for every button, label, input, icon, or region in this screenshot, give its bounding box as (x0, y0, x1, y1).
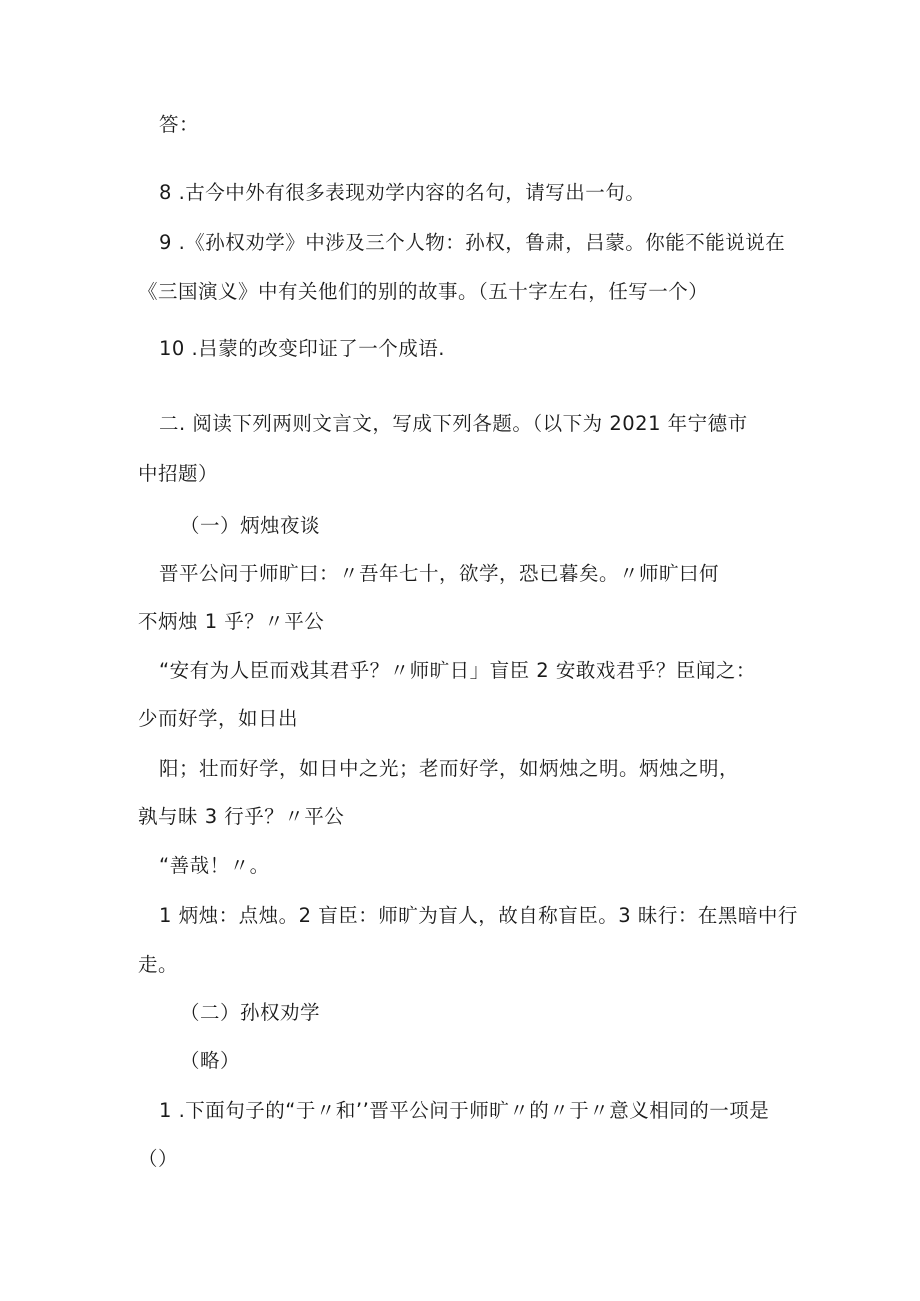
passage-1-line: 少而好学，如日出 (138, 707, 299, 730)
passage-1-line: 孰与昧 3 行乎？〃平公 (138, 805, 345, 828)
passage-2-title: （二）孙权劝学 (180, 1001, 321, 1024)
passage-2-body: （略） (180, 1049, 241, 1072)
passage-1-line: “安有为人臣而戏其君乎？〃师旷日」盲臣 2 安敢戏君乎？臣闻之： (159, 659, 756, 682)
answer-label: 答： (159, 113, 200, 136)
question-10: 10 .吕蒙的改变印证了一个成语. (159, 337, 445, 360)
question-1-line-2: （） (138, 1147, 179, 1170)
notes-line-2: 走。 (138, 953, 179, 976)
passage-1-line: 晋平公问于师旷曰：〃吾年七十，欲学，恐已暮矣。〃师旷曰何 (159, 562, 720, 585)
question-1-line-1: 1 .下面句子的“于〃和’’晋平公问于师旷〃的〃于〃意义相同的一项是 (159, 1099, 770, 1122)
section-2-heading-line-2: 中招题） (138, 462, 219, 485)
question-9-line-1: 9 .《孙权劝学》中涉及三个人物：孙权，鲁肃，吕蒙。你能不能说说在 (159, 231, 786, 254)
question-8: 8 .古今中外有很多表现劝学内容的名句，请写出一句。 (159, 181, 646, 204)
question-9-line-2: 《三国演义》中有关他们的别的故事。（五十字左右，任写一个） (138, 280, 709, 303)
passage-1-title: （一）炳烛夜谈 (180, 514, 321, 537)
section-2-heading-line-1: 二. 阅读下列两则文言文，写成下列各题。（以下为 2021 年宁德市 (159, 412, 748, 435)
passage-1-line: 不炳烛 1 乎？〃平公 (138, 610, 325, 633)
passage-1-line: “善哉！〃。 (159, 854, 270, 877)
notes-line-1: 1 炳烛：点烛。2 盲臣：师旷为盲人，故自称盲臣。3 昧行：在黑暗中行 (159, 904, 798, 927)
passage-1-line: 阳；壮而好学，如日中之光；老而好学，如炳烛之明。炳烛之明， (159, 757, 740, 780)
